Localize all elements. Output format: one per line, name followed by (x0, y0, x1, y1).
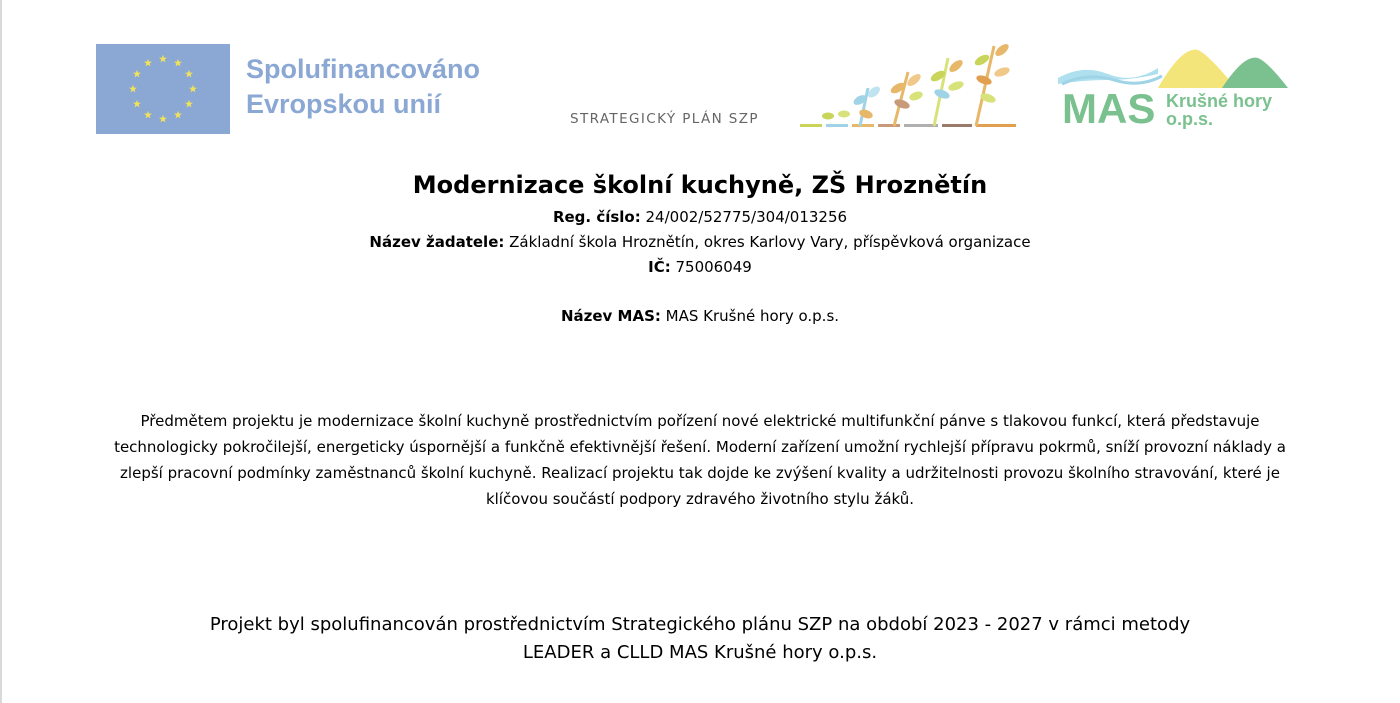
eu-flag-icon (96, 44, 230, 134)
reg-number-line (0, 205, 1400, 229)
mas-name-value: MAS Krušné hory o.p.s. (665, 307, 840, 325)
eu-logo-line2: Evropskou unií (246, 89, 442, 119)
mas-logo-name-line2: o.p.s. (1166, 109, 1214, 129)
eu-logo-text (246, 52, 480, 122)
applicant-line (0, 230, 1400, 254)
eu-star-icon (185, 100, 193, 108)
mas-logo-name (1166, 92, 1272, 128)
funding-line1: Projekt byl spolufinancován prostřednictvím Strategického plánu SZP na období 2023 - 2027 v rámci metody (209, 614, 1191, 635)
reg-number-label: Reg. číslo: (552, 208, 641, 226)
mas-name-label: Název MAS: (560, 307, 661, 325)
eu-star-icon (133, 70, 141, 78)
szp-plants-icon (798, 36, 1030, 136)
eu-star-icon (189, 85, 197, 93)
eu-star-icon (185, 70, 193, 78)
applicant-value: Základní škola Hroznětín, okres Karlovy Vary, příspěvková organizace (509, 233, 1031, 251)
page-edge-divider (0, 0, 2, 703)
ic-line (0, 255, 1400, 279)
eu-stars-icon (96, 44, 230, 134)
mas-logo-short: MAS (1062, 85, 1156, 132)
applicant-label: Název žadatele: (369, 233, 505, 251)
funding-statement (150, 611, 1250, 667)
eu-star-icon (144, 59, 152, 67)
ic-label: IČ: (648, 258, 671, 276)
eu-star-icon (133, 100, 141, 108)
reg-number-value: 24/002/52775/304/013256 (645, 208, 848, 226)
eu-star-icon (159, 115, 167, 123)
ic-value: 75006049 (675, 258, 752, 276)
mas-logo-name-line1: Krušné hory (1166, 91, 1273, 111)
mas-name-line (0, 304, 1400, 328)
funding-line2: LEADER a CLLD MAS Krušné hory o.p.s. (522, 642, 878, 663)
eu-star-icon (174, 59, 182, 67)
mas-logo (1058, 44, 1290, 134)
project-title: Modernizace školní kuchyně, ZŠ Hroznětín (412, 171, 988, 199)
szp-logo (570, 36, 1040, 136)
eu-star-icon (159, 55, 167, 63)
project-description: Předmětem projektu je modernizace školní kuchyně prostřednictvím pořízení nové elektrické multifunkční pánve s tlakovou funkcí, která představuje technologicky pokročilejší, energeticky úspornější a funkčně efektivnější řešení. Moderní zařízení umožní rychlejší přípravu pokrmů, sníží provozní náklady a zlepší pracovní podmínky zaměstnanců školní kuchyně. Realizací projektu tak dojde ke zvýšení kvality a udržitelnosti provozu školního stravování, které je klíčovou součástí podpory zdravého životního stylu žáků. (114, 412, 1286, 508)
eu-cofinancing-logo (96, 44, 536, 134)
szp-logo-text: STRATEGICKÝ PLÁN SZP (570, 111, 759, 127)
eu-star-icon (144, 111, 152, 119)
eu-star-icon (174, 111, 182, 119)
eu-star-icon (129, 85, 137, 93)
eu-logo-line1: Spolufinancováno (246, 54, 481, 84)
